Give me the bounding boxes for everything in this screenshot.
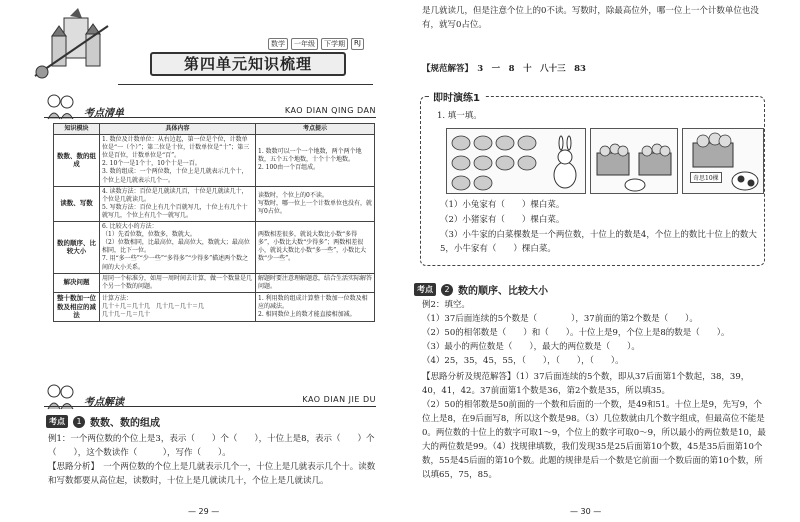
practice-line-2: （2）小猪家有（ ）棵白菜。	[440, 215, 565, 225]
header-tab: 下学期	[321, 38, 348, 50]
page-number: — 30 —	[570, 507, 602, 516]
tip-line: 读数时，个位上的0不读。	[258, 191, 328, 199]
practice-line-1: （1）小兔家有（ ）棵白菜。	[440, 200, 565, 210]
castle-pencil-illustration	[30, 6, 112, 84]
content-cell	[100, 186, 256, 221]
section-title: 考点解读	[84, 397, 124, 408]
content-line: 6. 比较大小的方法：	[102, 223, 158, 231]
tip-line: 写数时，哪一位上一个计数单位也没有，就写0占位。	[258, 199, 373, 215]
column-header: 知识模块	[54, 124, 100, 135]
page-number: — 29 —	[188, 507, 220, 516]
content-line: 2. 10个一是1个十，10个十是一百。	[102, 160, 201, 168]
module-cell: 解决问题	[54, 273, 100, 292]
header-tabs	[268, 38, 364, 50]
tip-cell	[256, 222, 375, 274]
section-title: 考点清单	[84, 108, 124, 119]
kaodian-title: 数数、数的组成	[90, 418, 160, 429]
content-cell	[100, 135, 256, 187]
module-cell: 数数、数的组成	[54, 135, 100, 187]
content-cell	[100, 273, 256, 292]
example-2-title: 例2：填空。	[422, 300, 470, 310]
section-pinyin: KAO DIAN JIE DU	[302, 395, 376, 404]
tip-cell	[256, 135, 375, 187]
kaodian-title: 数的顺序、比较大小	[458, 286, 548, 297]
content-cell	[100, 292, 256, 321]
module-cell: 读数、写数	[54, 186, 100, 221]
content-line: 计算方法：	[102, 294, 133, 302]
example-1: 例1：一个两位数的个位上是3，表示（ ）个（ ），十位上是8，表示（ ）个（ ），这个数读作（ ），写作（ ）。	[48, 434, 375, 458]
table-header-row	[54, 124, 375, 135]
header-tab: 一年级	[291, 38, 318, 50]
kaodian-heading-2	[414, 282, 548, 297]
tip-cell	[256, 273, 375, 292]
content-line: 用同一个标准分，如用一周时间去计算，做一个数量是几个另一个数的问题。	[102, 274, 253, 290]
cabbage-basket-icon	[591, 129, 678, 194]
analysis-1: 【思路分析】 一个两位数的个位上是几就表示几个一，十位上是几就表示几个十。读数和写数都要从高位起，读数时，十位上是几就读几十，个位上是几就读几。	[48, 462, 376, 486]
example-2-item: （4）25，35，45，55，（ ），（ ），（ ）。	[422, 356, 624, 366]
cabbage-sign: 奇思10棵	[690, 172, 722, 183]
cabbage-basket-icon	[683, 129, 764, 194]
table-row	[54, 273, 375, 292]
tip-cell	[256, 292, 375, 321]
cow-cabbage-picture	[682, 128, 764, 194]
practice-line-3: （3）小牛家的白菜棵数是一个两位数，十位上的数是4，个位上的数比十位上的数大5，小牛家有（ ）棵白菜。	[440, 230, 757, 254]
header-tab: 数学	[268, 38, 288, 50]
content-line: 几十几－几＝几十	[102, 310, 151, 318]
table-row	[54, 186, 375, 221]
pig-icon	[625, 179, 645, 191]
tip-line: 2. 100由一个百组成。	[258, 164, 320, 172]
kaodian-number: 2	[441, 284, 453, 296]
kaodian-badge: 考点	[46, 415, 68, 428]
right-page	[400, 0, 800, 522]
kaodian-heading-1	[46, 414, 160, 429]
example-2-item: （1）37后面连续的5个数是（ ），37前面的第2个数是（ ）。	[422, 314, 698, 324]
section-pinyin: KAO DIAN QING DAN	[284, 106, 376, 115]
practice-title: 即时演练1	[429, 89, 484, 104]
tip-line: 1. 利用数的组成计算整十数加一位数及相应的减法。	[258, 294, 368, 310]
column-header: 具体内容	[100, 124, 256, 135]
example-2-item: （3）最小的两位数是（ ），最大的两位数是（ ）。	[422, 342, 640, 352]
content-line: 5. 写数方法：百位上有几个百就写几，十位上有几个十就写几，个位上有几个一就写几。	[102, 203, 248, 219]
section-bar-interpretation	[44, 393, 376, 407]
cow-icon	[732, 172, 758, 190]
rabbit-cabbage-picture	[446, 128, 586, 194]
standard-answer: 【规范解答】 3 一 8 十 八十三 83	[422, 64, 586, 74]
content-line: 几十＋几＝几十几 几十几－几十＝几	[102, 302, 205, 310]
cabbage-icon	[447, 129, 586, 194]
module-cell: 数的顺序、比较大小	[54, 222, 100, 274]
tip-line: 1. 数数可以一个一个地数，两个两个地数，五个五个地数，十个十个地数。	[258, 148, 362, 164]
tip-line: 两数相差很多，就说大数比小数“多得多”，小数比大数“少得多”；两数相差很小，就说大数比小数“多一些”，小数比大数“少一些”。	[258, 231, 367, 263]
section-bar-checklist	[44, 104, 376, 118]
kaodian-number: 1	[73, 416, 85, 428]
question-1: 1. 填一填。	[437, 111, 482, 121]
tip-line: 2. 相同数位上的数才能直接相加减。	[258, 310, 356, 318]
content-line: （1）先看位数，位数多，数就大。	[102, 231, 196, 239]
content-line: 4. 读数方法：百位是几就读几百，十位是几就读几十，个位是几就读几。	[102, 187, 248, 203]
analysis-2b: （2）50的相邻数是50前面的一个数和后面的一个数，是49和51。十位上是9，先写9，个位上是8，在9后面写8，所以这个数是98。（3）几位数就由几个数字组成，但最高位不能是0。两位数的十位上的数字可取1～9，个位上的数字可取0～9，所以最小的两位数是10，最大的两位数是99。（4）找规律填数，我们发现35是25后面第10个数，45是35后面第10个数，55是45后面的第10个数。此题的规律是后一个数是它前面一个数后面的第10个数，所以填65，75，85。	[422, 400, 766, 480]
content-line: （2）位数相同，比最高位，最高位大，数就大；最高位相同，比下一位。	[102, 239, 250, 255]
knowledge-table	[53, 123, 375, 322]
tip-line: 解题时要注意理解题意，结合生活实际解答问题。	[258, 274, 373, 290]
header-divider	[118, 84, 373, 85]
rabbit-icon	[554, 136, 576, 188]
content-cell	[100, 222, 256, 274]
kaodian-badge: 考点	[414, 283, 436, 296]
content-line: 1. 数位及计数单位：从右边起，第一位是个位，计数单位是“一（个）”；第二位是十位，计数单位是“十”；第三位是百位，计数单位是“百”。	[102, 136, 250, 160]
column-header: 考点提示	[256, 124, 375, 135]
content-line: 7. 用“多一些”“少一些”“多得多”“少得多”描述两个数之间的大小关系。	[102, 255, 249, 271]
table-row	[54, 222, 375, 274]
tip-cell	[256, 186, 375, 221]
analysis-2a: 【思路分析及规范解答】（1）37后面连续的5个数，即从37后面第1个数起，38，39，40，41，42。37前面第1个数是36，第2个数是35，所以填35。	[422, 372, 750, 396]
header-tab: RJ	[351, 38, 364, 50]
table-row	[54, 135, 375, 187]
example-2-item: （2）50的相邻数是（ ）和（ ）。十位上是9，个位上是8的数是（ ）。	[422, 328, 730, 338]
content-line: 3. 数的组成：一个两位数，十位上是几就表示几个十，个位上是几就表示几个一。	[102, 168, 248, 184]
module-cell: 整十数加一位数及相应的减法	[54, 292, 100, 321]
table-row	[54, 292, 375, 321]
unit-banner-title: 第四单元知识梳理	[150, 52, 346, 76]
continued-text: 是几就读几，但是注意个位上的0不读。写数时，除最高位外，哪一位上一个计数单位也没有，就写0占位。	[422, 6, 759, 30]
pig-cabbage-picture	[590, 128, 678, 194]
